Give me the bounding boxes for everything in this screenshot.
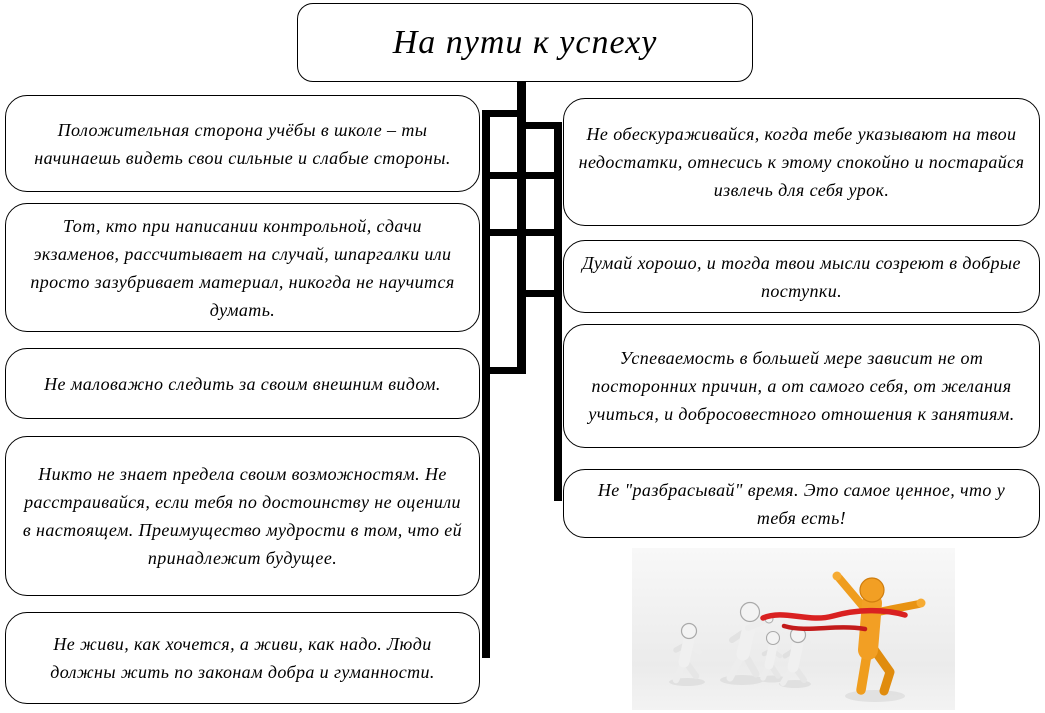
race-finish-illustration <box>632 548 955 710</box>
page-title: На пути к успеху <box>392 23 658 61</box>
right-note-2-text: Думай хорошо, и тогда твои мысли созреют в добрые поступки. <box>582 252 1021 301</box>
left-note-3 <box>5 348 480 419</box>
left-note-1-text: Положительная сторона учёбы в школе – ты начинаешь видеть свои сильные и слабые стороны. <box>34 119 451 168</box>
left-note-2-text: Тот, кто при написании контрольной, сдачи экзаменов, рассчитывает на случай, шпаргалки или просто зазубривает материал, никогда не научится думать. <box>30 215 455 320</box>
connector-rung-4 <box>482 229 562 236</box>
right-note-4 <box>563 469 1040 538</box>
right-note-1-text: Не обескураживайся, когда тебе указывают на твои недостатки, отнесись к этому спокойно и постарайся извлечь для себя урок. <box>578 124 1025 200</box>
right-note-3-text: Успеваемость в большей мере зависит не от посторонних причин, а от самого себя, от желания учиться, и добросовестного отношения к занятиям. <box>588 348 1015 424</box>
connector-rung-6 <box>482 367 526 374</box>
title-box <box>297 3 753 82</box>
left-note-4 <box>5 436 480 596</box>
right-note-3 <box>563 324 1040 448</box>
right-note-4-text: Не "разбрасывай" время. Это самое ценное, что у тебя есть! <box>597 479 1006 528</box>
right-note-2 <box>563 240 1040 313</box>
left-note-1 <box>5 95 480 192</box>
connector-left-rail <box>482 110 490 658</box>
left-note-5 <box>5 612 480 704</box>
connector-rung-5 <box>517 290 562 297</box>
connector-rung-1 <box>482 110 526 117</box>
connector-rung-3 <box>482 172 562 179</box>
left-note-4-text: Никто не знает предела своим возможностям. Не расстраивайся, если тебя по достоинству не оценили в настоящем. Преимущество мудрости в том, что ей принадлежит будущее. <box>22 464 463 568</box>
connector-rung-2 <box>517 122 562 129</box>
left-note-5-text: Не живи, как хочется, а живи, как надо. Люди должны жить по законам добра и гуманности. <box>50 634 435 682</box>
right-note-1 <box>563 98 1040 226</box>
left-note-2 <box>5 203 480 332</box>
left-note-3-text: Не маловажно следить за своим внешним видом. <box>44 373 441 394</box>
